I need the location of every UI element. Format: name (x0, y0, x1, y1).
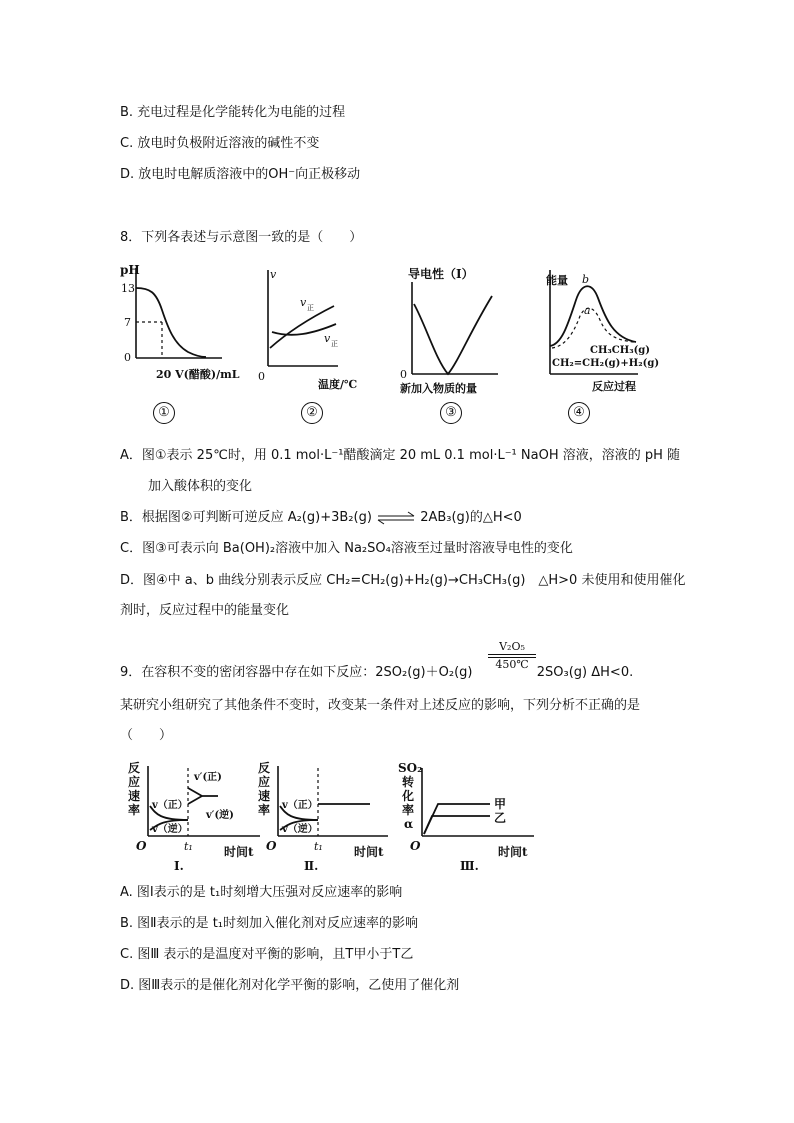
figI-t1: t₁ (184, 840, 193, 853)
figII-v-ni: v（逆） (282, 824, 318, 835)
figIII-y-line-1: SO₂ (398, 761, 423, 775)
fig3-number: ③ (440, 402, 462, 424)
figI-label: Ⅰ. (174, 859, 184, 873)
fig1-number: ① (153, 402, 175, 424)
q9-catalyst: V₂O₅ (499, 640, 525, 653)
fig2-v-ni: v (324, 332, 331, 345)
figI-y-char-2: 应 (128, 775, 141, 789)
q9-option-d: D. 图Ⅲ表示的是催化剂对化学平衡的影响，乙使用了催化剂 (120, 978, 460, 993)
fig1-tick-7: 7 (124, 316, 131, 329)
q8-figure-4 (544, 262, 660, 393)
figIII-y-line-3: 化 (402, 789, 415, 803)
fig4-x-label: 反应过程 (592, 380, 636, 393)
figIII-x-label: 时间t (498, 845, 528, 859)
fig3-y-label: 导电性（I） (408, 267, 474, 281)
figIII-y-line-5: α (404, 817, 414, 831)
fig2-v-zheng-sub: 正 (307, 304, 314, 312)
fig4-reactant: CH₂=CH₂(g)+H₂(g) (552, 358, 660, 369)
fig2-y-label: v (270, 268, 277, 281)
q9-stem-pre: 9．在容积不变的密闭容器中存在如下反应：2SO₂(g)＋O₂(g) (120, 665, 473, 680)
equilibrium-arrow-icon (376, 512, 416, 524)
q8-option-b (120, 509, 522, 527)
figI-y-char-1: 反 (128, 761, 141, 775)
q9-figure-2 (256, 758, 396, 878)
figI-v-zheng-new: v′(正) (194, 772, 222, 783)
q9-reaction-condition (488, 640, 536, 671)
figI-origin: O (136, 839, 147, 853)
figI-v-ni: v（逆） (152, 824, 188, 835)
figII-y-char-3: 速 (258, 789, 271, 803)
q9-option-a: A. 图Ⅰ表示的是 t₁时刻增大压强对反应速率的影响 (120, 885, 403, 900)
q9-stem-line2: 某研究小组研究了其他条件不变时，改变某一条件对上述反应的影响，下列分析不正确的是 (120, 698, 641, 713)
q8-option-b-post: 2AB₃(g)的△H<0 (420, 510, 522, 525)
figIII-y-line-4: 率 (402, 803, 415, 817)
fig4-number: ④ (568, 402, 590, 424)
q8-figure-3 (400, 262, 510, 395)
q9-option-c: C. 图Ⅲ 表示的是温度对平衡的影响，且T甲小于T乙 (120, 947, 414, 962)
figII-y-char-4: 率 (258, 803, 271, 817)
figIII-origin: O (410, 839, 421, 853)
figII-origin: O (266, 839, 277, 853)
q9-figure-3 (394, 758, 544, 878)
q8-option-c: C．图③可表示向 Ba(OH)₂溶液中加入 Na₂SO₄溶液至过量时溶液导电性的变化 (120, 541, 573, 556)
fig1-x-label: 20 V(醋酸)/mL (156, 368, 240, 381)
q8-option-a-line1: A．图①表示 25℃时，用 0.1 mol·L⁻¹醋酸滴定 20 mL 0.1 mol·L⁻¹ NaOH 溶液，溶液的 pH 随 (120, 448, 681, 463)
q8-figure-2 (258, 262, 368, 391)
q8-option-d-line2: 剂时，反应过程中的能量变化 (120, 603, 290, 618)
figII-v-zheng: v（正） (282, 800, 318, 811)
figII-t1: t₁ (314, 840, 323, 853)
q9-stem-line3: （ ） (120, 728, 173, 743)
q8-figure-1 (118, 262, 240, 382)
q8-option-d-line1: D．图④中 a、b 曲线分别表示反应 CH₂=CH₂(g)+H₂(g)→CH₃CH₃(g) △H>0 未使用和使用催化 (120, 573, 686, 588)
figI-y-char-4: 率 (128, 803, 141, 817)
q9-stem-post: 2SO₃(g) ΔH<0. (536, 665, 634, 680)
fig4-curve-a: a (584, 304, 591, 317)
figIII-series-yi: 乙 (494, 811, 507, 825)
fig3-x-label: 新加入物质的量 (400, 382, 477, 395)
figIII-series-jia: 甲 (494, 797, 507, 811)
q9-figure-1 (126, 758, 266, 878)
q9-stem-line1 (120, 664, 633, 682)
figI-y-char-3: 速 (128, 789, 141, 803)
fig4-curve-b: b (582, 273, 590, 286)
figIII-label: Ⅲ. (460, 859, 479, 873)
figII-y-char-2: 应 (258, 775, 271, 789)
figII-y-char-1: 反 (258, 761, 271, 775)
q8-stem: 8．下列各表述与示意图一致的是（ ） (120, 230, 363, 245)
figI-v-ni-new: v′(逆) (206, 810, 234, 821)
q7-option-c: C. 放电时负极附近溶液的碱性不变 (120, 136, 320, 151)
figII-x-label: 时间t (354, 845, 384, 859)
q7-option-d: D. 放电时电解质溶液中的OH⁻向正极移动 (120, 167, 361, 182)
fig4-product: CH₃CH₃(g) (590, 345, 651, 356)
fig2-x-label: 温度/℃ (318, 378, 358, 391)
fig2-v-zheng: v (300, 296, 307, 309)
q7-option-b: B. 充电过程是化学能转化为电能的过程 (120, 105, 346, 120)
fig2-v-ni-sub: 正 (331, 340, 338, 348)
fig3-origin: 0 (400, 368, 407, 381)
q8-option-a-line2: 加入酸体积的变化 (148, 479, 253, 494)
figI-v-zheng: v（正） (152, 800, 188, 811)
q8-option-b-pre: B．根据图②可判断可逆反应 A₂(g)+3B₂(g) (120, 510, 372, 525)
q9-option-b: B. 图Ⅱ表示的是 t₁时刻加入催化剂对反应速率的影响 (120, 916, 419, 931)
fig1-y-label: pH (120, 263, 140, 277)
fig2-origin: 0 (258, 370, 265, 383)
fig2-number: ② (301, 402, 323, 424)
fig1-tick-13: 13 (121, 282, 135, 295)
figIII-y-line-2: 转 (402, 775, 415, 789)
figII-label: Ⅱ. (304, 859, 319, 873)
figI-x-label: 时间t (224, 845, 254, 859)
q9-temperature: 450℃ (495, 658, 529, 671)
fig1-tick-0: 0 (124, 351, 131, 364)
fig4-y-label: 能量 (546, 274, 568, 287)
